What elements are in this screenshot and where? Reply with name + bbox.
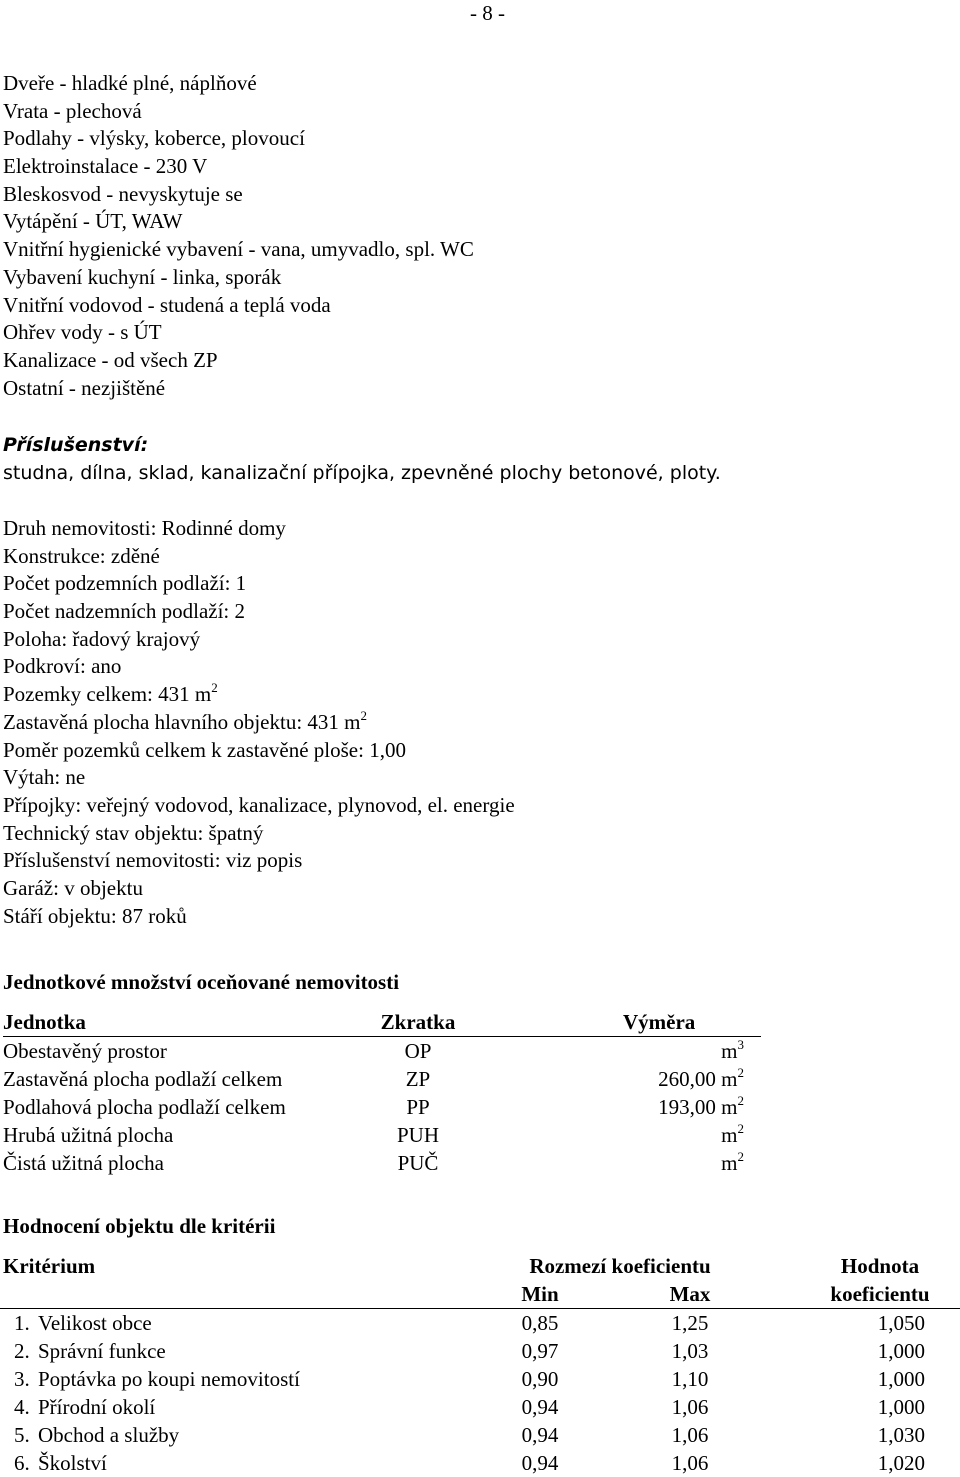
property-details bbox=[3, 515, 515, 930]
criteria-value: 1,030 bbox=[877, 1423, 925, 1447]
units-header-area: Výměra bbox=[623, 1010, 696, 1034]
criteria-min: 0,90 bbox=[521, 1367, 559, 1391]
criteria-label: Poptávka po koupi nemovitostí bbox=[38, 1367, 300, 1391]
unit-name: Hrubá užitná plocha bbox=[3, 1123, 174, 1147]
equipment-line: Ostatní - nezjištěné bbox=[3, 375, 166, 400]
criteria-label: Velikost obce bbox=[38, 1311, 152, 1335]
accessories-section bbox=[3, 432, 721, 487]
property-connections: Přípojky: veřejný vodovod, kanalizace, plynovod, el. energie bbox=[3, 792, 515, 817]
criteria-table bbox=[0, 1252, 960, 1477]
criteria-label: Přírodní okolí bbox=[38, 1395, 156, 1419]
unit-name: Obestavěný prostor bbox=[3, 1039, 167, 1063]
equipment-list bbox=[3, 70, 474, 402]
property-construction: Konstrukce: zděné bbox=[3, 543, 160, 568]
table-row bbox=[0, 1365, 960, 1393]
criteria-index: 2. bbox=[14, 1339, 30, 1363]
unit-value: 260,00 $m^2$ bbox=[658, 1065, 744, 1091]
criteria-index: 6. bbox=[14, 1451, 30, 1475]
criteria-max: 1,06 bbox=[671, 1423, 709, 1447]
unit-value: $m^2$ bbox=[721, 1149, 744, 1175]
criteria-index: 4. bbox=[14, 1395, 30, 1419]
criteria-index: 5. bbox=[14, 1423, 30, 1447]
criteria-header-kriterium: Kritérium bbox=[3, 1254, 96, 1278]
criteria-header-row-2 bbox=[0, 1280, 960, 1309]
criteria-header-row-1 bbox=[0, 1252, 960, 1280]
equipment-line: Dveře - hladké plné, náplňové bbox=[3, 71, 257, 95]
units-header-abbr: Zkratka bbox=[380, 1010, 456, 1034]
criteria-label: Správní funkce bbox=[38, 1339, 166, 1363]
criteria-heading: Hodnocení objektu dle kritérii bbox=[3, 1214, 276, 1238]
equipment-line: Vybavení kuchyní - linka, sporák bbox=[3, 264, 282, 289]
table-row bbox=[3, 1149, 761, 1177]
criteria-header-min: Min bbox=[521, 1282, 559, 1306]
criteria-value: 1,000 bbox=[877, 1395, 925, 1419]
property-position: Poloha: řadový krajový bbox=[3, 626, 201, 651]
units-header-row bbox=[3, 1008, 761, 1037]
criteria-min: 0,94 bbox=[521, 1423, 559, 1447]
property-built-area: Zastavěná plocha hlavního objektu: 431 $m^2$ bbox=[3, 707, 367, 734]
criteria-label: Školství bbox=[38, 1451, 107, 1475]
property-accessories: Příslušenství nemovitosti: viz popis bbox=[3, 848, 303, 873]
unit-name: Podlahová plocha podlaží celkem bbox=[3, 1095, 286, 1119]
table-row bbox=[3, 1093, 761, 1121]
property-type: Druh nemovitosti: Rodinné domy bbox=[3, 516, 286, 540]
accessories-text: studna, dílna, sklad, kanalizační přípojka, zpevněné plochy betonové, ploty. bbox=[3, 461, 721, 484]
unit-abbr: OP bbox=[404, 1039, 432, 1063]
criteria-max: 1,25 bbox=[671, 1311, 709, 1335]
equipment-line: Ohřev vody - s ÚT bbox=[3, 320, 162, 345]
accessories-heading: Příslušenství: bbox=[3, 434, 149, 456]
criteria-max: 1,06 bbox=[671, 1395, 709, 1419]
property-condition: Technický stav objektu: špatný bbox=[3, 820, 264, 845]
equipment-line: Kanalizace - od všech ZP bbox=[3, 347, 218, 372]
criteria-min: 0,94 bbox=[521, 1451, 559, 1475]
unit-abbr: PUH bbox=[396, 1123, 439, 1147]
criteria-header-range: Rozmezí koeficientu bbox=[529, 1254, 711, 1278]
criteria-value: 1,000 bbox=[877, 1339, 925, 1363]
criteria-header-value-1: Hodnota bbox=[840, 1254, 920, 1278]
equipment-line: Vytápění - ÚT, WAW bbox=[3, 209, 183, 234]
equipment-line: Vnitřní vodovod - studená a teplá voda bbox=[3, 292, 331, 317]
property-land-total: Pozemky celkem: 431 $m^2$ bbox=[3, 680, 218, 707]
unit-name: Zastavěná plocha podlaží celkem bbox=[3, 1067, 283, 1091]
property-garage: Garáž: v objektu bbox=[3, 875, 143, 900]
criteria-max: 1,03 bbox=[671, 1339, 709, 1363]
criteria-value: 1,000 bbox=[877, 1367, 925, 1391]
criteria-min: 0,85 bbox=[521, 1311, 559, 1335]
unit-name: Čistá užitná plocha bbox=[3, 1151, 164, 1175]
table-row bbox=[3, 1065, 761, 1093]
unit-abbr: PP bbox=[406, 1095, 430, 1119]
table-row bbox=[3, 1121, 761, 1149]
property-ratio: Poměr pozemků celkem k zastavěné ploše: 1,00 bbox=[3, 737, 406, 762]
criteria-max: 1,10 bbox=[671, 1367, 709, 1391]
criteria-value: 1,050 bbox=[877, 1311, 925, 1335]
criteria-min: 0,94 bbox=[521, 1395, 559, 1419]
equipment-line: Elektroinstalace - 230 V bbox=[3, 154, 208, 179]
property-elevator: Výtah: ne bbox=[3, 765, 86, 790]
criteria-index: 3. bbox=[14, 1367, 30, 1391]
property-age: Stáří objektu: 87 roků bbox=[3, 903, 187, 928]
equipment-line: Vnitřní hygienické vybavení - vana, umyvadlo, spl. WC bbox=[3, 237, 474, 262]
criteria-index: 1. bbox=[14, 1311, 30, 1335]
unit-abbr: PUČ bbox=[397, 1151, 439, 1175]
unit-value: $m^2$ bbox=[721, 1121, 744, 1147]
criteria-header-max: Max bbox=[669, 1282, 711, 1306]
property-attic: Podkroví: ano bbox=[3, 654, 122, 679]
criteria-label: Obchod a služby bbox=[38, 1423, 180, 1447]
unit-value: 193,00 $m^2$ bbox=[658, 1093, 744, 1119]
units-header-unit: Jednotka bbox=[3, 1010, 86, 1034]
unit-value: $m^3$ bbox=[721, 1037, 744, 1063]
criteria-header-value-2: koeficientu bbox=[830, 1282, 930, 1306]
property-above-floors: Počet nadzemních podlaží: 2 bbox=[3, 599, 246, 624]
table-row bbox=[3, 1037, 761, 1065]
unit-abbr: ZP bbox=[405, 1067, 431, 1091]
criteria-max: 1,06 bbox=[671, 1451, 709, 1475]
equipment-line: Podlahy - vlýsky, koberce, plovoucí bbox=[3, 126, 305, 151]
table-row bbox=[0, 1449, 960, 1477]
property-underground-floors: Počet podzemních podlaží: 1 bbox=[3, 571, 247, 596]
table-row bbox=[0, 1309, 960, 1337]
equipment-line: Vrata - plechová bbox=[3, 98, 142, 123]
criteria-min: 0,97 bbox=[521, 1339, 559, 1363]
units-table bbox=[3, 1008, 761, 1177]
table-row bbox=[0, 1421, 960, 1449]
equipment-line: Bleskosvod - nevyskytuje se bbox=[3, 181, 243, 206]
table-row bbox=[0, 1337, 960, 1365]
criteria-value: 1,020 bbox=[877, 1451, 925, 1475]
table-row bbox=[0, 1393, 960, 1421]
units-heading: Jednotkové množství oceňované nemovitosti bbox=[3, 970, 400, 994]
page-number: - 8 - bbox=[470, 1, 505, 25]
